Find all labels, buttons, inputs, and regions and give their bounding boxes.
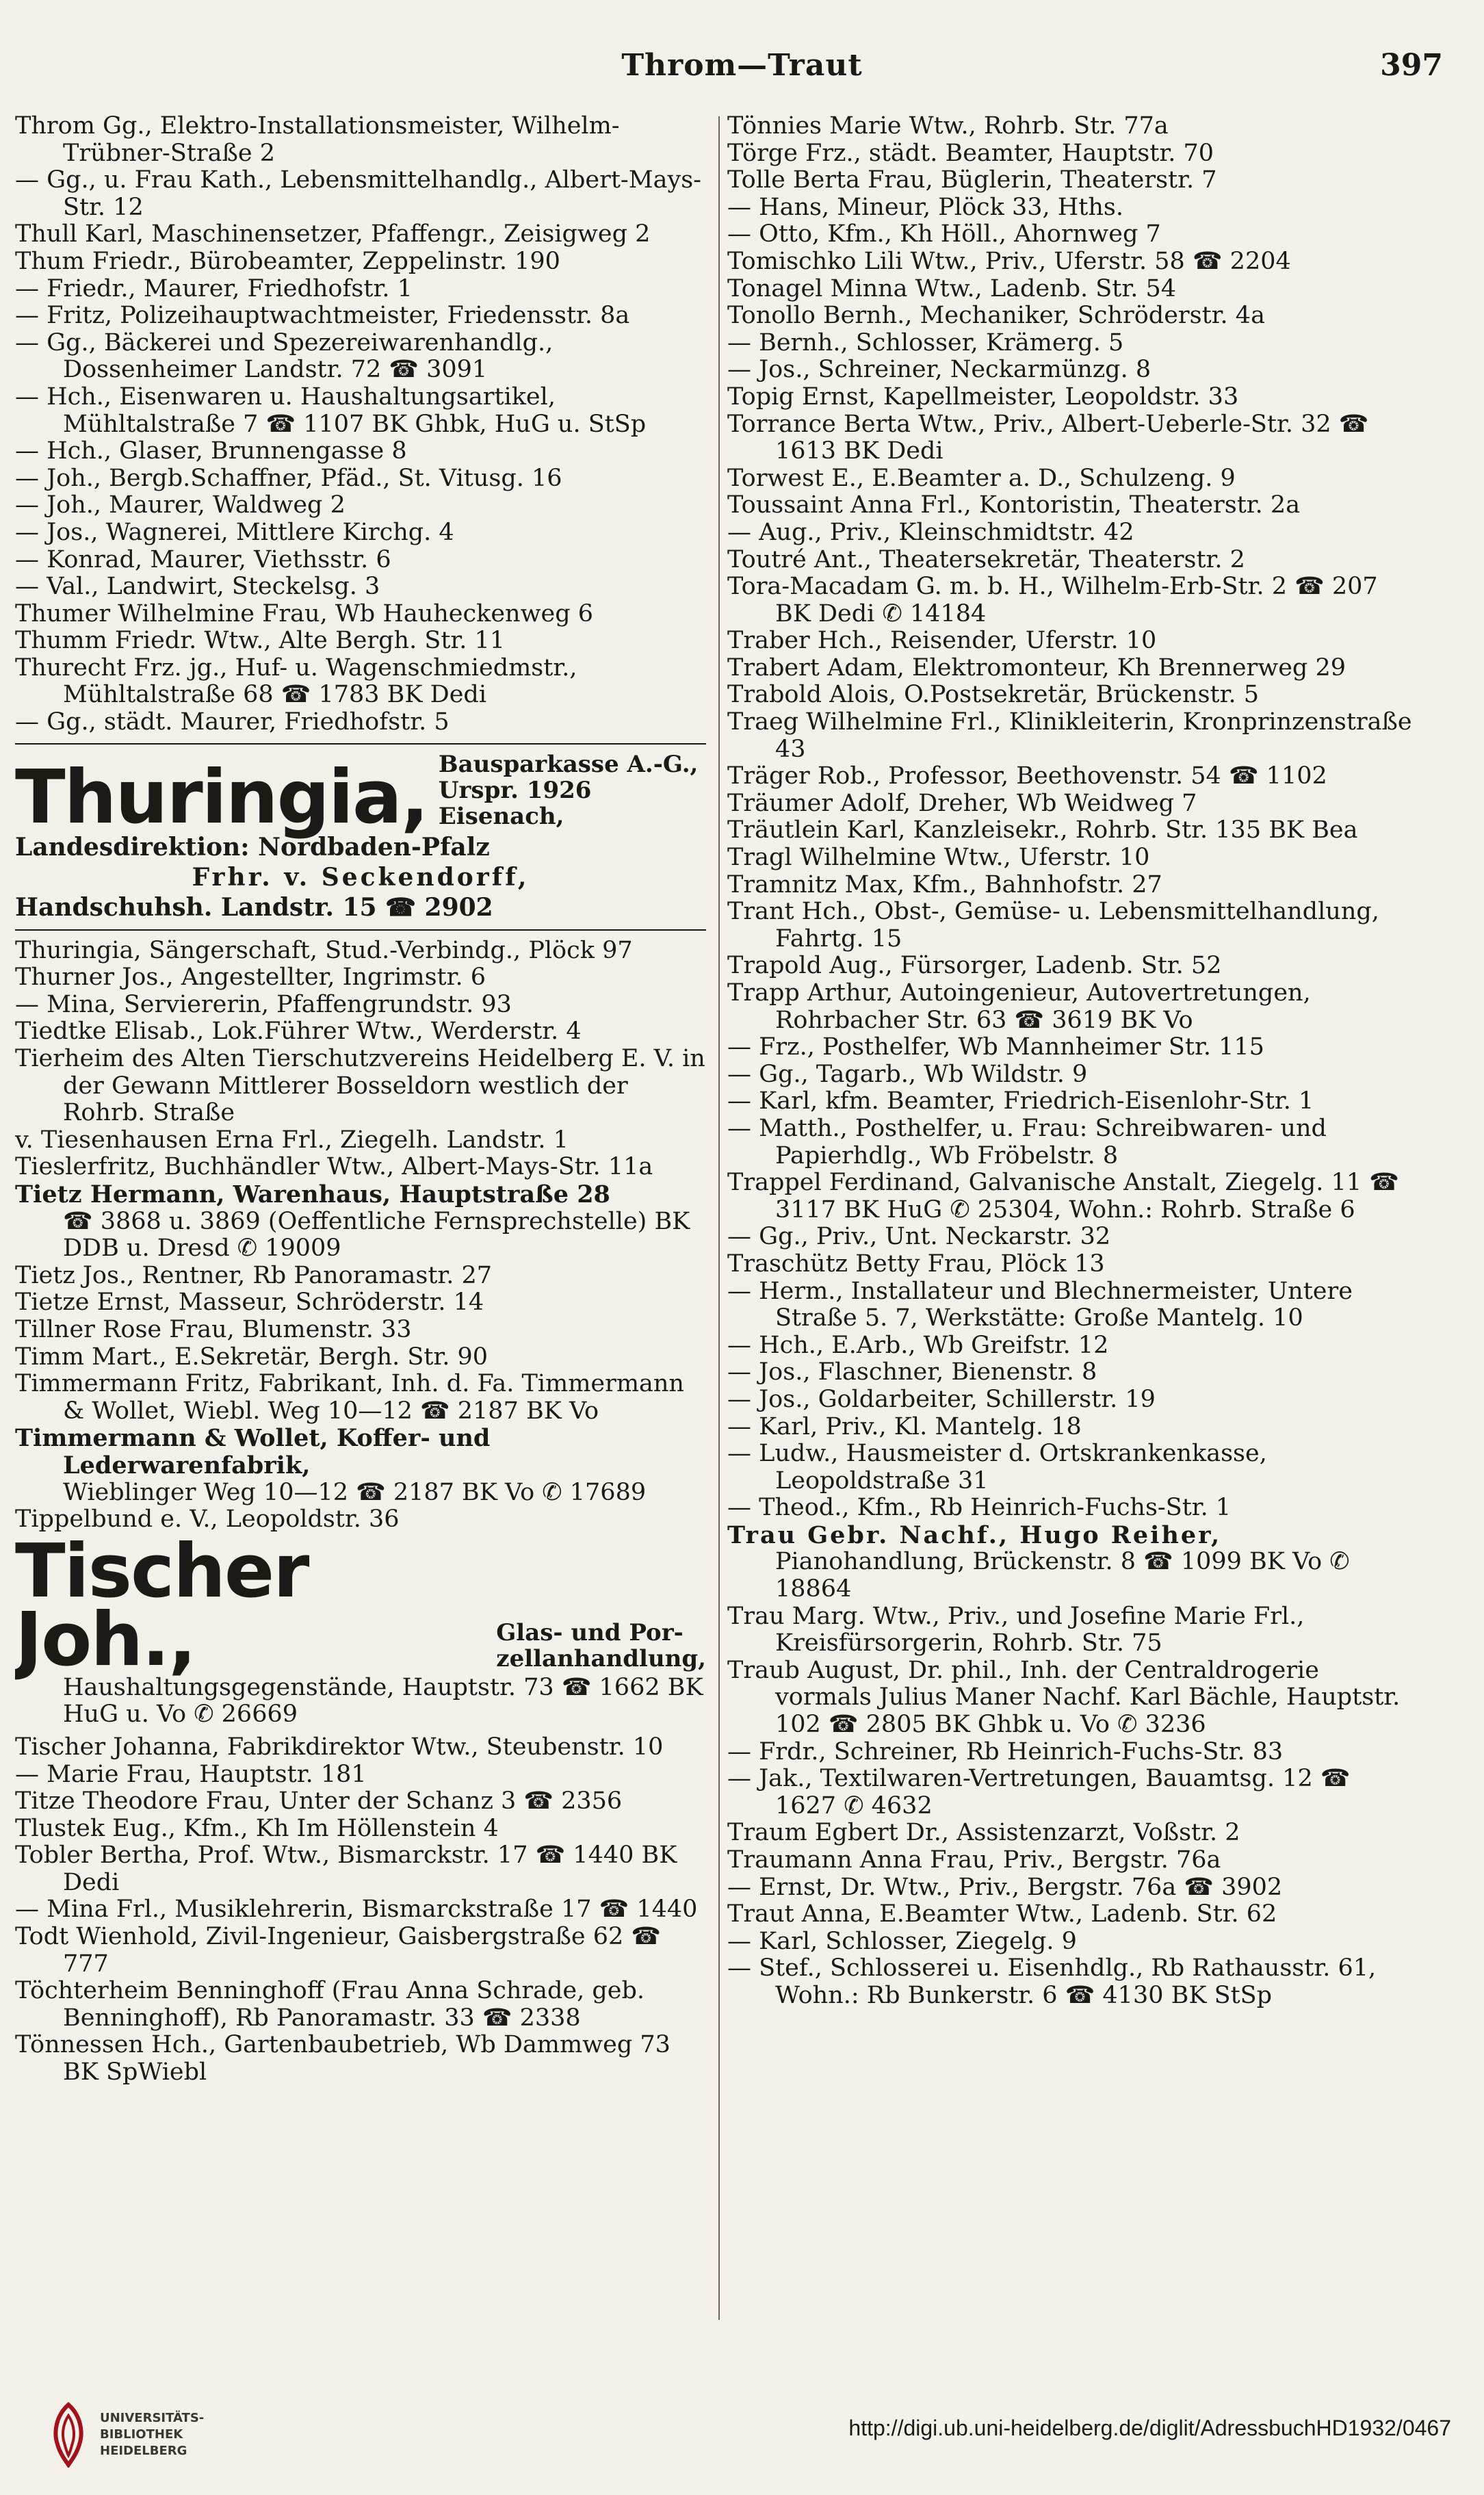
directory-entry: Thull Karl, Maschinensetzer, Pfaffengr., Zeisigweg 2 <box>15 220 651 248</box>
directory-entry: — Aug., Priv., Kleinschmidtstr. 42 <box>727 518 1134 546</box>
directory-entry: Tönnessen Hch., Gartenbaubetrieb, Wb Dammweg 73 BK SpWiebl <box>15 2031 671 2086</box>
directory-entry: Toutré Ant., Theatersekretär, Theaterstr. 2 <box>727 545 1245 573</box>
directory-entry: Trabold Alois, O.Postsekretär, Brückenstr. 5 <box>727 681 1259 709</box>
directory-entry: — Konrad, Maurer, Viethsstr. 6 <box>15 545 391 573</box>
left-entries-2 <box>15 938 706 1181</box>
thuringia-ad-name: Thuringia, <box>15 754 428 840</box>
directory-entry: — Gg., Priv., Unt. Neckarstr. 32 <box>727 1223 1111 1251</box>
directory-entry: Trapp Arthur, Autoingenieur, Autovertretungen, Rohrbacher Str. 63 ☎ 3619 BK Vo <box>727 979 1311 1034</box>
directory-entry: — Gg., Bäckerei und Spezereiwarenhandlg., Dossenheimer Landstr. 72 ☎ 3091 <box>15 328 554 384</box>
directory-entry: — Gg., Tagarb., Wb Wildstr. 9 <box>727 1060 1088 1088</box>
directory-entry: Trau Marg. Wtw., Priv., und Josefine Marie Frl., Kreisfürsorgerin, Rohrb. Str. 75 <box>727 1602 1305 1657</box>
directory-entry: Tiedtke Elisab., Lok.Führer Wtw., Werderstr. 4 <box>15 1018 582 1046</box>
directory-entry: — Joh., Bergb.Schaffner, Pfäd., St. Vitusg. 16 <box>15 464 562 492</box>
directory-entry: — Jos., Flaschner, Bienenstr. 8 <box>727 1358 1097 1386</box>
directory-entry: — Mina, Serviererin, Pfaffengrundstr. 93 <box>15 990 512 1018</box>
right-entries-2 <box>727 1603 1418 2010</box>
directory-entry: Timm Mart., E.Sekretär, Bergh. Str. 90 <box>15 1343 489 1371</box>
directory-entry: — Jos., Schreiner, Neckarmünzg. 8 <box>727 356 1151 384</box>
directory-entry: — Jos., Goldarbeiter, Schillerstr. 19 <box>727 1385 1156 1413</box>
directory-entry: — Marie Frau, Hauptstr. 181 <box>15 1760 367 1788</box>
digitization-footer <box>0 2375 1484 2495</box>
directory-entry: Traut Anna, E.Beamter Wtw., Ladenb. Str. 62 <box>727 1900 1277 1928</box>
directory-entry: — Jak., Textilwaren-Vertretungen, Bauamtsg. 12 ☎ 1627 ✆ 4632 <box>727 1765 1351 1820</box>
page-number: 397 <box>1380 48 1443 83</box>
trau-entry-details: Pianohandlung, Brückenstr. 8 ☎ 1099 BK Vo ✆ 18864 <box>775 1548 1350 1603</box>
column-divider <box>718 116 720 2320</box>
directory-entry: — Frdr., Schreiner, Rb Heinrich-Fuchs-Str. 83 <box>727 1737 1284 1766</box>
directory-entry: Tora-Macadam G. m. b. H., Wilhelm-Erb-Str. 2 ☎ 207 BK Dedi ✆ 14184 <box>727 573 1378 628</box>
directory-entry: — Hans, Mineur, Plöck 33, Hths. <box>727 193 1123 221</box>
directory-entry: — Ernst, Dr. Wtw., Priv., Bergstr. 76a ☎ 3902 <box>727 1873 1283 1901</box>
right-entries-1 <box>727 113 1418 1522</box>
directory-entry: Timmermann Fritz, Fabrikant, Inh. d. Fa. Timmermann & Wollet, Wiebl. Weg 10—12 ☎ 2187 BK Vo <box>15 1370 684 1425</box>
directory-entry: Traub August, Dr. phil., Inh. der Centraldrogerie vormals Julius Maner Nachf. Karl Bächle, Hauptstr. 102 ☎ 2805 BK Ghbk u. Vo ✆ 3236 <box>727 1656 1401 1739</box>
directory-entry: Traumann Anna Frau, Priv., Bergstr. 76a <box>727 1846 1221 1874</box>
directory-entry: Trapold Aug., Fürsorger, Ladenb. Str. 52 <box>727 952 1222 980</box>
source-url-link[interactable]: http://digi.ub.uni-heidelberg.de/diglit/AdressbuchHD1932/0467 <box>848 2416 1451 2440</box>
directory-entry: — Gg., städt. Maurer, Friedhofstr. 5 <box>15 708 450 736</box>
directory-entry: Tlustek Eug., Kfm., Kh Im Höllenstein 4 <box>15 1814 499 1842</box>
directory-entry: Törge Frz., städt. Beamter, Hauptstr. 70 <box>727 139 1214 167</box>
directory-entry: Titze Theodore Frau, Unter der Schanz 3 ☎ 2356 <box>15 1787 623 1815</box>
tischer-ad-name: Tischer Joh., <box>15 1528 309 1683</box>
logo-line-2: BIBLIOTHEK <box>100 2427 183 2442</box>
directory-entry: Topig Ernst, Kapellmeister, Leopoldstr. 33 <box>727 383 1239 411</box>
directory-entry: — Matth., Posthelfer, u. Frau: Schreibwaren- und Papierhdlg., Wb Fröbelstr. 8 <box>727 1114 1327 1169</box>
directory-entry: Träutlein Karl, Kanzleisekr., Rohrb. Str. 135 BK Bea <box>727 816 1358 844</box>
thuringia-ad-side-1: Bausparkasse A.-G., <box>438 750 699 778</box>
directory-entry: Trappel Ferdinand, Galvanische Anstalt, Ziegelg. 11 ☎ 3117 BK HuG ✆ 25304, Wohn.: Rohrb. Straße 6 <box>727 1169 1399 1224</box>
directory-entry: — Gg., u. Frau Kath., Lebensmittelhandlg., Albert-Mays-Str. 12 <box>15 166 702 221</box>
logo-line-3: HEIDELBERG <box>100 2444 187 2458</box>
directory-entry: Tippelbund e. V., Leopoldstr. 36 <box>15 1505 400 1534</box>
library-logo <box>48 2402 204 2468</box>
directory-entry: Tierheim des Alten Tierschutzvereins Heidelberg E. V. in der Gewann Mittlerer Bosseldorn westlich der Rohrb. Straße <box>15 1045 705 1127</box>
logo-line-1: UNIVERSITÄTS- <box>100 2411 205 2425</box>
directory-entry: Trabert Adam, Elektromonteur, Kh Brennerweg 29 <box>727 654 1346 682</box>
directory-entry: Tobler Bertha, Prof. Wtw., Bismarckstr. 17 ☎ 1440 BK Dedi <box>15 1841 677 1896</box>
directory-entry: Töchterheim Benninghoff (Frau Anna Schrade, geb. Benninghoff), Rb Panoramastr. 33 ☎ 2338 <box>15 1977 645 2032</box>
directory-entry: Thum Friedr., Bürobeamter, Zeppelinstr. 190 <box>15 247 560 275</box>
left-entries-1 <box>15 113 706 736</box>
directory-entry: Tieslerfritz, Buchhändler Wtw., Albert-Mays-Str. 11a <box>15 1153 653 1181</box>
directory-entry: Thurner Jos., Angestellter, Ingrimstr. 6 <box>15 964 486 992</box>
directory-entry: Todt Wienhold, Zivil-Ingenieur, Gaisbergstraße 62 ☎ 777 <box>15 1923 662 1978</box>
directory-entry: — Karl, Schlosser, Ziegelg. 9 <box>727 1927 1077 1955</box>
directory-entry: Throm Gg., Elektro-Installationsmeister, Wilhelm-Trübner-Straße 2 <box>15 113 620 167</box>
directory-entry: — Karl, Priv., Kl. Mantelg. 18 <box>727 1412 1082 1440</box>
directory-entry: v. Tiesenhausen Erna Frl., Ziegelh. Landstr. 1 <box>15 1126 569 1154</box>
directory-entry: — Karl, kfm. Beamter, Friedrich-Eisenlohr-Str. 1 <box>727 1087 1314 1115</box>
directory-entry: Traum Egbert Dr., Assistenzarzt, Voßstr. 2 <box>727 1819 1240 1847</box>
left-column <box>15 113 706 2330</box>
directory-entry: Trant Hch., Obst-, Gemüse- u. Lebensmittelhandlung, Fahrtg. 15 <box>727 898 1379 953</box>
thuringia-ad-line-3: Handschuhsh. Landstr. 15 ☎ 2902 <box>15 892 493 922</box>
directory-entry: Torrance Berta Wtw., Priv., Albert-Ueberle-Str. 32 ☎ 1613 BK Dedi <box>727 410 1369 465</box>
thuringia-ad-line-1: Landesdirektion: Nordbaden-Pfalz <box>15 832 490 862</box>
directory-entry: Tönnies Marie Wtw., Rohrb. Str. 77a <box>727 113 1169 140</box>
directory-entry: Traber Hch., Reisender, Uferstr. 10 <box>727 627 1157 655</box>
library-seal-icon <box>48 2402 89 2468</box>
directory-entry: Torwest E., E.Beamter a. D., Schulzeng. 9 <box>727 464 1236 492</box>
directory-entry: Thurecht Frz. jg., Huf- u. Wagenschmiedmstr., Mühltalstraße 68 ☎ 1783 BK Dedi <box>15 654 577 709</box>
directory-entry: — Hch., E.Arb., Wb Greifstr. 12 <box>727 1331 1109 1359</box>
ad-rule <box>15 743 706 745</box>
directory-entry: Tonollo Bernh., Mechaniker, Schröderstr. 4a <box>727 302 1265 330</box>
directory-entry: Tramnitz Max, Kfm., Bahnhofstr. 27 <box>727 870 1162 899</box>
directory-entry: — Friedr., Maurer, Friedhofstr. 1 <box>15 274 413 302</box>
ad-rule <box>15 929 706 931</box>
directory-entry: Tomischko Lili Wtw., Priv., Uferstr. 58 ☎ 2204 <box>727 247 1291 275</box>
directory-entry: Thuringia, Sängerschaft, Stud.-Verbindg., Plöck 97 <box>15 936 633 964</box>
directory-entry: Traschütz Betty Frau, Plöck 13 <box>727 1250 1105 1278</box>
directory-entry: Tischer Johanna, Fabrikdirektor Wtw., Steubenstr. 10 <box>15 1733 664 1761</box>
thuringia-ad-line-2: Frhr. v. Seckendorff, <box>192 862 530 892</box>
directory-entry: — Stef., Schlosserei u. Eisenhdlg., Rb Rathausstr. 61, Wohn.: Rb Bunkerstr. 6 ☎ 4130 BK StSp <box>727 1954 1377 2009</box>
page-title: Throm—Traut <box>621 48 863 83</box>
directory-entry: Tragl Wilhelmine Wtw., Uferstr. 10 <box>727 844 1150 872</box>
directory-entry: — Hch., Eisenwaren u. Haushaltungsartikel, Mühltalstraße 7 ☎ 1107 BK Ghbk, HuG u. StSp <box>15 383 647 438</box>
directory-entry: Traeg Wilhelmine Frl., Klinikleiterin, Kronprinzenstraße 43 <box>727 708 1412 763</box>
tischer-ad-side-2: zellanhandlung, <box>496 1644 706 1672</box>
trau-entry-name: Trau Gebr. Nachf., Hugo Reiher, <box>727 1521 1222 1549</box>
directory-entry: — Ludw., Hausmeister d. Ortskrankenkasse, Leopoldstraße 31 <box>727 1440 1267 1495</box>
right-column <box>727 113 1418 2330</box>
tietz-entry-name: Tietz Hermann, Warenhaus, Hauptstraße 28 <box>15 1180 610 1208</box>
running-head <box>27 48 1457 89</box>
directory-entry: — Herm., Installateur und Blechnermeister, Untere Straße 5. 7, Werkstätte: Große Mantelg. 10 <box>727 1277 1353 1332</box>
thuringia-advertisement <box>15 751 706 922</box>
directory-entry: — Hch., Glaser, Brunnengasse 8 <box>15 437 407 465</box>
thuringia-ad-side-2: Urspr. 1926 Eisenach, <box>438 776 592 830</box>
directory-entry: Tolle Berta Frau, Büglerin, Theaterstr. 7 <box>727 166 1217 194</box>
directory-entry: Träumer Adolf, Dreher, Wb Weidweg 7 <box>727 789 1197 817</box>
directory-entry: Thumer Wilhelmine Frau, Wb Hauheckenweg 6 <box>15 599 594 628</box>
directory-entry: Tietze Ernst, Masseur, Schröderstr. 14 <box>15 1289 484 1317</box>
tischer-ad-line-1: Haushaltungsgegenstände, Hauptstr. 73 ☎ 1662 BK HuG u. Vo ✆ 26669 <box>63 1673 703 1729</box>
directory-entry: Tillner Rose Frau, Blumenstr. 33 <box>15 1315 412 1343</box>
directory-entry: Toussaint Anna Frl., Kontoristin, Theaterstr. 2a <box>727 491 1301 519</box>
tischer-ad-side-1: Glas- und Por- <box>496 1618 684 1646</box>
left-entries-5 <box>15 1734 706 2086</box>
tischer-advertisement <box>15 1528 706 1729</box>
directory-entry: — Jos., Wagnerei, Mittlere Kirchg. 4 <box>15 518 454 546</box>
directory-entry: — Otto, Kfm., Kh Höll., Ahornweg 7 <box>727 220 1161 248</box>
directory-entry: — Bernh., Schlosser, Krämerg. 5 <box>727 328 1124 357</box>
directory-entry: Träger Rob., Professor, Beethovenstr. 54 ☎ 1102 <box>727 762 1327 790</box>
timmermann-entry-name: Timmermann & Wollet, Koffer- und Lederwarenfabrik, <box>15 1424 491 1479</box>
directory-entry: Thumm Friedr. Wtw., Alte Bergh. Str. 11 <box>15 627 506 655</box>
directory-entry: — Joh., Maurer, Waldweg 2 <box>15 491 346 519</box>
directory-entry: — Theod., Kfm., Rb Heinrich-Fuchs-Str. 1 <box>727 1494 1232 1522</box>
directory-entry: — Mina Frl., Musiklehrerin, Bismarckstraße 17 ☎ 1440 <box>15 1896 698 1924</box>
tietz-entry-details: ☎ 3868 u. 3869 (Oeffentliche Fernsprechstelle) BK DDB u. Dresd ✆ 19009 <box>63 1207 690 1263</box>
directory-entry: — Fritz, Polizeihauptwachtmeister, Friedensstr. 8a <box>15 302 630 330</box>
directory-entry: — Frz., Posthelfer, Wb Mannheimer Str. 115 <box>727 1033 1264 1061</box>
left-entries-3 <box>15 1263 706 1425</box>
timmermann-entry-details: Wieblinger Weg 10—12 ☎ 2187 BK Vo ✆ 17689 <box>63 1478 647 1506</box>
directory-entry: — Val., Landwirt, Steckelsg. 3 <box>15 573 380 601</box>
directory-entry: Tietz Jos., Rentner, Rb Panoramastr. 27 <box>15 1261 493 1289</box>
directory-entry: Tonagel Minna Wtw., Ladenb. Str. 54 <box>727 274 1177 302</box>
